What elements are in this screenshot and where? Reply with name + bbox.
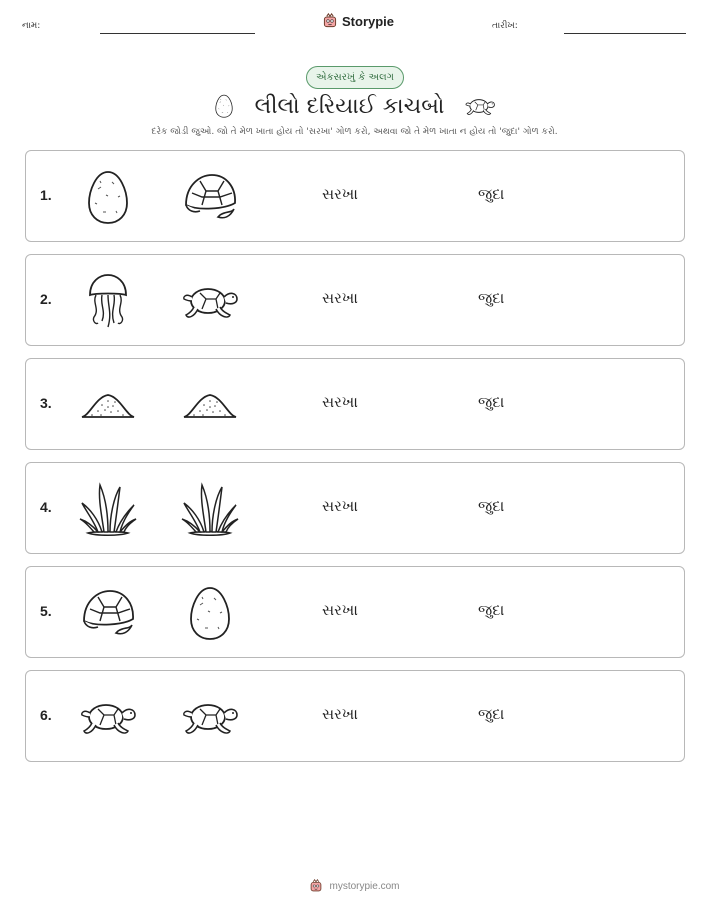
row-number: 1. [40, 187, 52, 203]
storypie-logo-icon [309, 879, 323, 893]
exercise-row [25, 670, 685, 762]
exercise-row [25, 566, 685, 658]
exercise-row [25, 358, 685, 450]
seagrass-icon [180, 479, 240, 539]
footer-url[interactable]: mystorypie.com [329, 880, 400, 892]
row-number: 6. [40, 707, 52, 723]
seagrass-icon [78, 479, 138, 539]
different-option[interactable]: જુદા [478, 185, 505, 203]
egg-icon [180, 583, 240, 643]
name-line[interactable] [100, 33, 255, 34]
same-option[interactable]: સરખા [322, 705, 358, 723]
different-option[interactable]: જુદા [478, 393, 505, 411]
same-option[interactable]: સરખા [322, 393, 358, 411]
worksheet-type-badge: એકસરખું કે અલગ [306, 66, 404, 89]
same-option[interactable]: સરખા [322, 185, 358, 203]
egg-icon [211, 91, 237, 121]
storypie-logo-icon [322, 13, 338, 29]
sand-pile-icon [78, 375, 138, 435]
turtle-shell-icon [180, 167, 240, 227]
sea-turtle-icon [180, 687, 240, 747]
same-option[interactable]: સરખા [322, 601, 358, 619]
date-line[interactable] [564, 33, 686, 34]
different-option[interactable]: જુદા [478, 289, 505, 307]
row-number: 4. [40, 499, 52, 515]
turtle-shell-icon [78, 583, 138, 643]
page-title: લીલો દરિયાઈ કાચબો [254, 93, 445, 119]
brand-name: Storypie [342, 13, 395, 29]
exercise-row [25, 254, 685, 346]
egg-icon [78, 167, 138, 227]
different-option[interactable]: જુદા [478, 705, 505, 723]
sand-pile-icon [180, 375, 240, 435]
jellyfish-icon [78, 271, 138, 331]
date-label: તારીખ: [492, 21, 518, 31]
footer [0, 879, 709, 893]
sea-turtle-icon [462, 90, 498, 122]
row-number: 2. [40, 291, 52, 307]
same-option[interactable]: સરખા [322, 497, 358, 515]
sea-turtle-icon [78, 687, 138, 747]
name-label: નામ: [22, 21, 41, 31]
different-option[interactable]: જુદા [478, 497, 505, 515]
exercise-row [25, 462, 685, 554]
different-option[interactable]: જુદા [478, 601, 505, 619]
row-number: 3. [40, 395, 52, 411]
instructions: દરેક જોડી જુઓ. જો તે મેળ ખાતા હોય તો 'સરખા' ગોળ કરો, અથવા જો તે મેળ ખાતા ન હોય તો 'જુદા' ગોળ કરો. [151, 127, 558, 137]
title-row [0, 89, 709, 123]
exercise-row [25, 150, 685, 242]
sea-turtle-icon [180, 271, 240, 331]
row-number: 5. [40, 603, 52, 619]
brand-logo [322, 13, 394, 29]
same-option[interactable]: સરખા [322, 289, 358, 307]
